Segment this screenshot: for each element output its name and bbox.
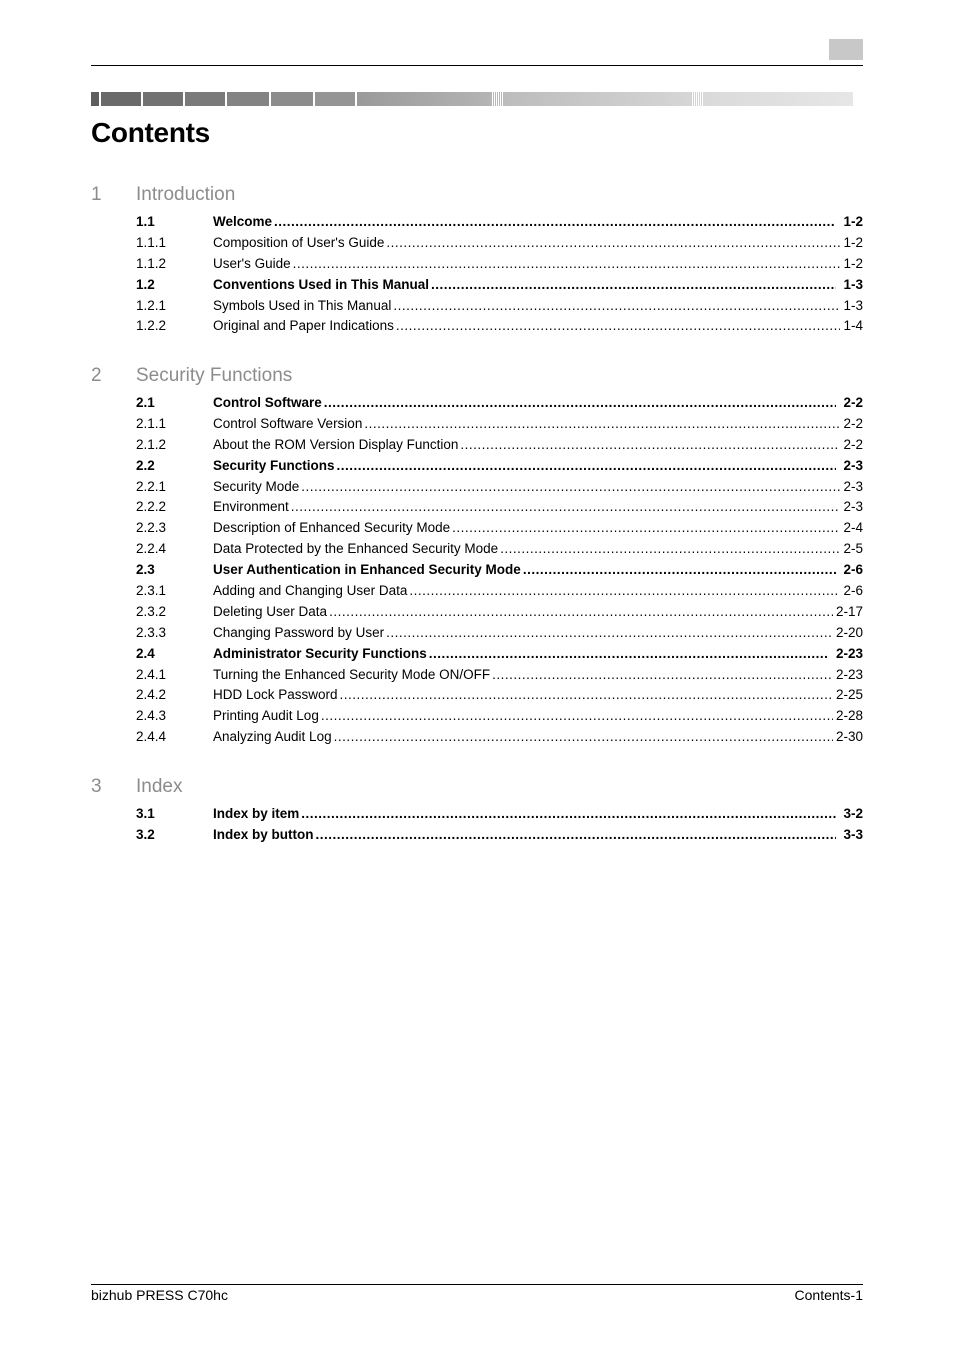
dot-leader: [523, 560, 837, 581]
toc-section-entry[interactable]: [91, 456, 863, 477]
toc-entry-title: Description of Enhanced Security Mode: [213, 520, 451, 536]
toc-entry-number: 2.4: [136, 645, 155, 661]
toc-entry-title: Conventions Used in This Manual: [213, 276, 430, 292]
dot-leader: [301, 477, 840, 498]
dot-leader: [429, 644, 829, 665]
toc-subsection-entry[interactable]: [91, 685, 863, 706]
toc-entry-page: 2-23: [835, 645, 863, 661]
toc-entry-page: 3-2: [843, 806, 863, 821]
toc-subsection-entry[interactable]: [91, 623, 863, 644]
dot-leader: [364, 414, 840, 435]
toc-entry-number: 2.3: [136, 562, 155, 578]
toc-entry-page: 2-28: [835, 708, 863, 724]
toc-entry-page: 2-2: [843, 436, 863, 452]
toc-entry-title: Welcome: [213, 214, 273, 229]
toc-entry-page: 3-3: [843, 826, 863, 842]
dot-leader: [386, 233, 840, 254]
toc-entry-number: 2.4.1: [136, 666, 167, 682]
dot-leader: [396, 316, 841, 337]
toc-entry-number: 1.1.2: [136, 255, 167, 271]
toc-entry-page: 2-3: [843, 478, 863, 494]
toc-entry-title: Symbols Used in This Manual: [213, 297, 392, 313]
toc-entry-title: Environment: [213, 499, 289, 515]
footer-page-label: Contents-1: [794, 1287, 863, 1303]
toc-subsection-entry[interactable]: [91, 477, 863, 498]
toc-entry-number: 1.1.1: [136, 234, 167, 250]
toc-entry-title: Security Mode: [213, 478, 300, 494]
toc-entry-number: 2.3.3: [136, 624, 167, 640]
toc-section-entry[interactable]: [91, 644, 863, 665]
dot-leader: [500, 539, 840, 560]
toc-subsection-entry[interactable]: [91, 296, 863, 317]
toc-section-entry[interactable]: [91, 212, 863, 233]
toc-entry-number: 2.3.2: [136, 603, 167, 619]
toc-entry-number: 2.4.2: [136, 687, 167, 703]
dot-leader: [431, 275, 836, 296]
toc-entry-title: Deleting User Data: [213, 603, 328, 619]
toc-entry-page: 1-2: [843, 214, 863, 229]
dot-leader: [291, 497, 841, 518]
toc-entry-page: 2-17: [835, 603, 863, 619]
toc-entry-page: 2-30: [835, 729, 863, 745]
toc-entry-number: 2.1: [136, 395, 155, 410]
toc-entry-number: 2.1.1: [136, 415, 167, 431]
dot-leader: [316, 825, 837, 846]
toc-section-entry[interactable]: [91, 393, 863, 414]
chapter-heading[interactable]: [91, 365, 863, 389]
toc-subsection-entry[interactable]: [91, 581, 863, 602]
footer-rule: [91, 1284, 863, 1285]
toc-subsection-entry[interactable]: [91, 706, 863, 727]
toc-entry-number: 3.2: [136, 826, 155, 842]
dot-leader: [334, 727, 833, 748]
dot-leader: [324, 393, 837, 414]
chapter-title: Index: [136, 776, 183, 797]
toc-entry-title: Analyzing Audit Log: [213, 729, 332, 745]
toc-subsection-entry[interactable]: [91, 539, 863, 560]
chapter-title: Security Functions: [136, 365, 293, 386]
toc-entry-number: 2.2.4: [136, 541, 167, 557]
toc-entry-page: 2-5: [843, 541, 863, 557]
chapter-section: [91, 184, 863, 337]
page-title: Contents: [91, 117, 210, 148]
toc-entry-page: 2-2: [843, 395, 863, 410]
toc-subsection-entry[interactable]: [91, 414, 863, 435]
toc-entry-page: 1-4: [843, 318, 863, 334]
chapter-number: 3: [91, 776, 102, 797]
dot-leader: [409, 581, 840, 602]
toc-entry-number: 1.2.2: [136, 318, 167, 334]
toc-subsection-entry[interactable]: [91, 497, 863, 518]
toc-section-entry[interactable]: [91, 275, 863, 296]
toc-entry-number: 2.3.1: [136, 583, 167, 599]
toc-entry-title: Turning the Enhanced Security Mode ON/OFF: [213, 666, 491, 682]
dot-leader: [337, 456, 837, 477]
toc-entry-title: Administrator Security Functions: [213, 645, 427, 661]
toc-entry-number: 2.4.4: [136, 729, 167, 745]
toc-entry-number: 2.2: [136, 457, 155, 473]
toc-entry-page: 2-4: [843, 520, 863, 536]
toc-entry-page: 1-3: [843, 297, 863, 313]
toc-entry-number: 3.1: [136, 806, 155, 821]
dot-leader: [293, 254, 841, 275]
toc-entry-title: Control Software: [213, 395, 322, 410]
toc-entry-title: Changing Password by User: [213, 624, 385, 640]
toc-entry-title: Adding and Changing User Data: [213, 583, 408, 599]
toc-entry-page: 2-20: [835, 624, 863, 640]
dot-leader: [452, 518, 840, 539]
toc-subsection-entry[interactable]: [91, 727, 863, 748]
toc-entry-title: Index by button: [213, 826, 314, 842]
footer-product-name: bizhub PRESS C70hc: [91, 1287, 228, 1303]
chapter-number: 2: [91, 365, 102, 386]
toc-entry-page: 2-3: [843, 499, 863, 515]
toc-entry-number: 1.2: [136, 276, 155, 292]
toc-entry-number: 1.2.1: [136, 297, 167, 313]
decorative-gradient-bar: [91, 92, 863, 106]
toc-entry-number: 2.2.2: [136, 499, 167, 515]
dot-leader: [460, 435, 840, 456]
toc-entry-title: User Authentication in Enhanced Security Mode: [213, 562, 521, 578]
toc-entry-list: [91, 393, 863, 748]
dot-leader: [274, 212, 836, 233]
chapter-heading[interactable]: [91, 776, 863, 800]
toc-entry-list: [91, 212, 863, 337]
toc-entry-page: 2-3: [843, 457, 863, 473]
dot-leader: [321, 706, 833, 727]
chapter-number: 1: [91, 184, 102, 205]
chapter-section: [91, 776, 863, 846]
toc-subsection-entry[interactable]: [91, 602, 863, 623]
toc-entry-title: User's Guide: [213, 255, 291, 271]
toc-entry-page: 2-2: [843, 415, 863, 431]
toc-entry-list: [91, 804, 863, 846]
dot-leader: [393, 296, 840, 317]
toc-entry-title: HDD Lock Password: [213, 687, 338, 703]
toc-entry-page: 2-6: [843, 562, 863, 578]
toc-section-entry[interactable]: [91, 825, 863, 846]
toc-section-entry[interactable]: [91, 804, 863, 825]
toc-entry-title: Printing Audit Log: [213, 708, 319, 724]
toc-entry-number: 2.2.1: [136, 478, 167, 494]
chapter-heading[interactable]: [91, 184, 863, 208]
toc-entry-title: Index by item: [213, 806, 300, 821]
toc-section-entry[interactable]: [91, 560, 863, 581]
toc-entry-number: 2.2.3: [136, 520, 167, 536]
toc-entry-title: Original and Paper Indications: [213, 318, 394, 334]
toc-entry-title: Data Protected by the Enhanced Security Mode: [213, 541, 499, 557]
toc-entry-title: About the ROM Version Display Function: [213, 436, 459, 452]
toc-subsection-entry[interactable]: [91, 254, 863, 275]
header-tab: [829, 39, 863, 60]
toc-entry-title: Control Software Version: [213, 415, 363, 431]
toc-subsection-entry[interactable]: [91, 518, 863, 539]
toc-entry-number: 1.1: [136, 214, 155, 229]
toc-entry-page: 1-3: [843, 276, 863, 292]
dot-leader: [492, 665, 833, 686]
dot-leader: [386, 623, 833, 644]
chapter-section: [91, 365, 863, 748]
header-rule: [91, 65, 863, 66]
toc-entry-page: 2-23: [835, 666, 863, 682]
toc-entry-page: 2-25: [835, 687, 863, 703]
toc-subsection-entry[interactable]: [91, 316, 863, 337]
toc-entry-page: 2-6: [843, 583, 863, 599]
toc-entry-title: Composition of User's Guide: [213, 234, 385, 250]
dot-leader: [301, 804, 836, 825]
chapter-title: Introduction: [136, 184, 236, 205]
toc-entry-number: 2.1.2: [136, 436, 167, 452]
toc-entry-number: 2.4.3: [136, 708, 167, 724]
toc-subsection-entry[interactable]: [91, 233, 863, 254]
toc-entry-page: 1-2: [843, 234, 863, 250]
toc-entry-page: 1-2: [843, 255, 863, 271]
toc-subsection-entry[interactable]: [91, 435, 863, 456]
dot-leader: [340, 685, 833, 706]
toc-subsection-entry[interactable]: [91, 665, 863, 686]
dot-leader: [329, 602, 833, 623]
toc-entry-title: Security Functions: [213, 457, 335, 473]
